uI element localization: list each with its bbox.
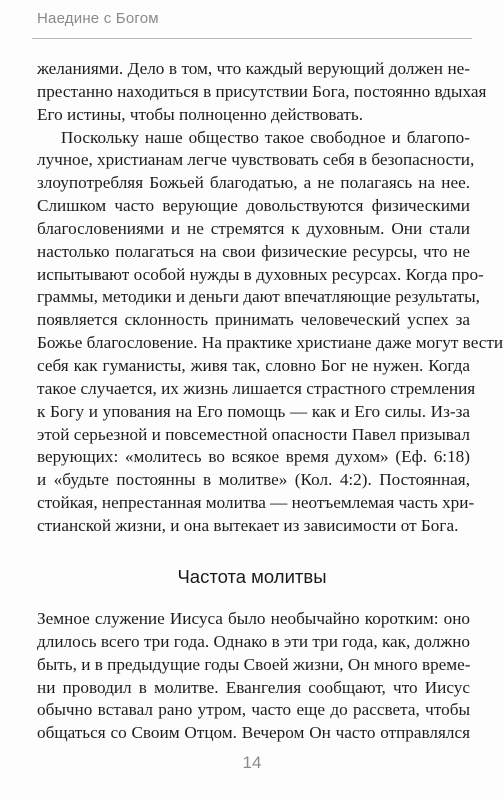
paragraph-2 — [37, 127, 504, 538]
text-line: ни проводил в молитве. Евангелия сообщают, что Иисус — [37, 677, 470, 697]
text-line: Земное служение Иисуса было необычайно коротким: оно — [37, 609, 470, 628]
text-line: испытывают особой нужды в духовных ресурсах. Когда про- — [37, 264, 484, 284]
text-line: Божье благословение. На практике христиане даже могут вести — [37, 333, 504, 353]
section-heading: Частота молитвы — [177, 566, 327, 587]
text-line: этой серьезной и повсеместной опасности Павел призывал — [37, 424, 470, 444]
paragraph-3 — [37, 608, 470, 745]
text-line: граммы, методики и деньги дают впечатляющие результаты, — [37, 287, 480, 307]
text-line: настолько полагаться на свои физические ресурсы, что не — [37, 241, 470, 261]
text-line: и «будьте постоянны в молитве» (Кол. 4:2). Постоянная, — [37, 470, 470, 490]
running-head: Наедине с Богом — [37, 10, 159, 27]
text-line: себя как гуманисты, живя так, словно Бог не нужен. Когда — [37, 355, 470, 375]
text-line: престанно находиться в присутствии Бога, постоянно вдыхая — [37, 81, 487, 101]
page-number: 14 — [242, 753, 262, 772]
text-line: к Богу и упования на Его помощь — как и Его силы. Из-за — [37, 401, 470, 421]
text-block-bottom — [37, 608, 470, 745]
text-line: Его истины, чтобы полноценно действовать. — [37, 104, 364, 124]
text-line: Слишком часто верующие довольствуются физическими — [37, 196, 470, 216]
text-line: Поскольку наше общество такое свободное и благопо- — [37, 127, 470, 147]
text-line: стойкая, непрестанная молитва — неотъемлемая часть хри- — [37, 493, 475, 513]
text-line: такое случается, их жизнь лишается страстного стремления — [37, 378, 476, 398]
text-line: быть, и в предыдущие годы Своей жизни, Он много време- — [37, 654, 471, 674]
paragraph-1 — [37, 58, 487, 127]
text-block-top — [37, 58, 504, 538]
text-line: верующих: «молитесь во всякое время духом» (Еф. 6:18) — [37, 447, 470, 467]
text-line: благословениями и не стремятся к духовным. Они стали — [37, 218, 470, 238]
text-line: стианской жизни, и она вытекает из зависимости от Бога. — [37, 515, 459, 535]
text-line: общаться со Своим Отцом. Вечером Он часто отправлялся — [37, 723, 470, 743]
text-line: появляется склонность принимать человеческий успех за — [37, 310, 470, 330]
text-line: желаниями. Дело в том, что каждый верующий должен не- — [37, 59, 470, 78]
text-line: обычно вставал рано утром, часто еще до рассвета, чтобы — [37, 700, 470, 720]
text-line: злоупотребляя Божьей благодатью, а не полагаясь на нее. — [37, 173, 470, 193]
header-rule — [32, 38, 472, 39]
text-line: длилось всего три года. Однако в эти три года, как, должно — [37, 631, 470, 651]
text-line: лучное, христианам легче чувствовать себя в безопасности, — [37, 150, 475, 170]
